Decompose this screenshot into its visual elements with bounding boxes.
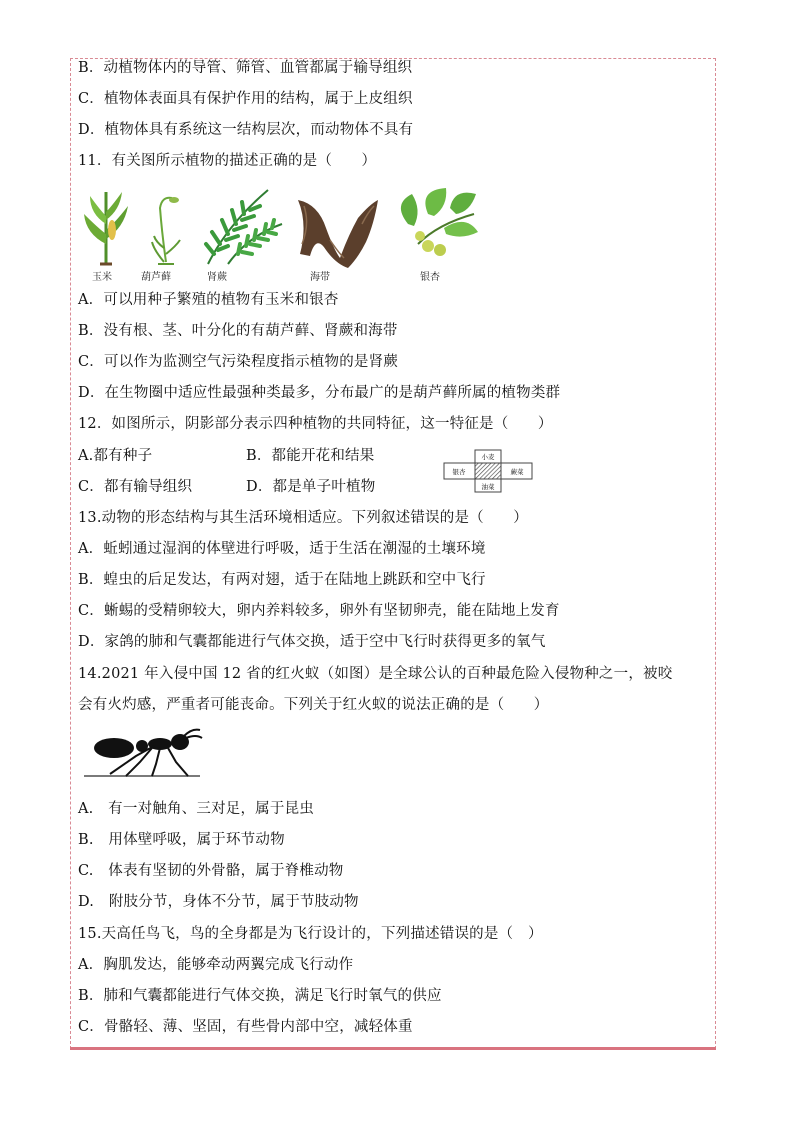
plant-caption-corn: 玉米 [92, 272, 112, 283]
q13-option-d: D．家鸽的肺和气囊都能进行气体交换，适于空中飞行时获得更多的氧气 [78, 634, 546, 650]
ginkgo-illustration [401, 188, 478, 256]
q15-option-a: A．胸肌发达，能够牵动两翼完成飞行动作 [78, 957, 354, 973]
q15-option-b: B．肺和气囊都能进行气体交换，满足飞行时氧气的供应 [78, 988, 442, 1004]
q11-option-d: D．在生物圈中适应性最强种类最多，分布最广的是葫芦藓所属的植物类群 [78, 385, 561, 401]
corn-illustration [84, 192, 128, 264]
q14-option-b: B. 用体壁呼吸，属于环节动物 [78, 832, 285, 848]
q11-option-a: A．可以用种子繁殖的植物有玉米和银杏 [78, 292, 339, 308]
moss-illustration [152, 197, 180, 264]
q15-stem: 15.天高任鸟飞，鸟的全身都是为飞行设计的，下列描述错误的是（ ） [78, 926, 543, 942]
q12-option-d: D．都是单子叶植物 [246, 479, 376, 495]
q10-option-b: B．动植物体内的导管、筛管、血管都属于输导组织 [78, 60, 413, 76]
q14-option-d: D. 附肢分节，身体不分节，属于节肢动物 [78, 894, 359, 910]
plant-caption-ginkgo: 银杏 [420, 272, 440, 283]
venn-label-left: 银杏 [452, 468, 466, 476]
q13-option-b: B．蝗虫的后足发达，有两对翅，适于在陆地上跳跃和空中飞行 [78, 572, 486, 588]
q13-option-a: A．蚯蚓通过湿润的体壁进行呼吸，适于生活在潮湿的土壤环境 [78, 541, 486, 557]
q12-stem: 12．如图所示，阴影部分表示四种植物的共同特征，这一特征是（ ） [78, 416, 553, 432]
plant-caption-kelp: 海带 [310, 272, 330, 283]
q14-option-c: C. 体表有坚韧的外骨骼，属于脊椎动物 [78, 863, 344, 879]
q15-option-c: C．骨骼轻、薄、坚固，有些骨内部中空，减轻体重 [78, 1019, 413, 1035]
q14-option-a: A. 有一对触角、三对足，属于昆虫 [78, 801, 314, 817]
venn-cross-diagram [442, 448, 534, 494]
venn-label-right: 蕨菜 [510, 468, 524, 476]
q13-stem: 13.动物的形态结构与其生活环境相适应。下列叙述错误的是（ ） [78, 510, 528, 526]
venn-shaded-area [475, 463, 501, 479]
q11-option-c: C．可以作为监测空气污染程度指示植物的是肾蕨 [78, 354, 398, 370]
fern-illustration [206, 190, 282, 264]
q10-option-c: C．植物体表面具有保护作用的结构，属于上皮组织 [78, 91, 413, 107]
venn-label-top: 小麦 [481, 453, 495, 461]
q13-option-c: C．蜥蜴的受精卵较大，卵内养料较多，卵外有坚韧卵壳，能在陆地上发育 [78, 603, 560, 619]
bottom-rule [70, 1047, 716, 1050]
q11-option-b: B．没有根、茎、叶分化的有葫芦藓、肾蕨和海带 [78, 323, 398, 339]
plants-figure [78, 184, 488, 280]
q12-option-a: A.都有种子 [78, 448, 153, 464]
q11-stem: 11．有关图所示植物的描述正确的是（ ） [78, 153, 377, 169]
fire-ant-illustration [80, 726, 204, 784]
venn-label-bottom: 油菜 [481, 483, 495, 491]
q14-stem-line2: 会有火灼感，严重者可能丧命。下列关于红火蚁的说法正确的是（ ） [78, 697, 549, 713]
q10-option-d: D．植物体具有系统这一结构层次，而动物体不具有 [78, 122, 414, 138]
kelp-illustration [298, 200, 378, 268]
plant-caption-fern: 肾蕨 [207, 272, 227, 283]
plant-caption-moss: 葫芦藓 [141, 272, 171, 283]
q14-stem-line1: 14.2021 年入侵中国 12 省的红火蚁（如图）是全球公认的百种最危险入侵物种之一，被咬 [78, 666, 673, 682]
q12-option-b: B．都能开花和结果 [246, 448, 375, 464]
q12-option-c: C．都有输导组织 [78, 479, 193, 495]
